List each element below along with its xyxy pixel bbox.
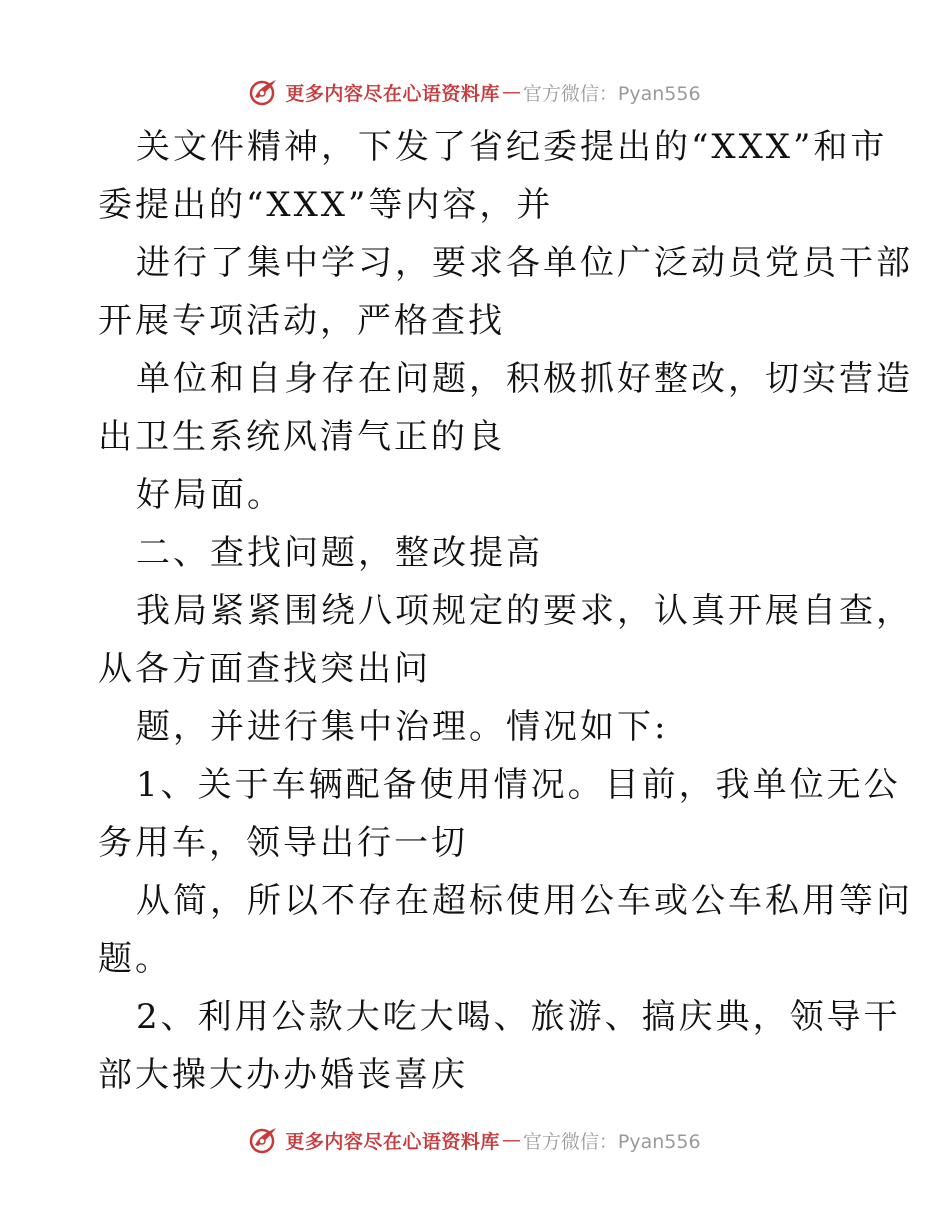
document-body bbox=[98, 118, 913, 1104]
text-line: 进行了集中学习，要求各单位广泛动员党员干部 bbox=[136, 243, 913, 283]
watermark-brand-text: 更多内容尽在心语资料库 bbox=[285, 82, 500, 105]
text-line: 部大操大办办婚丧喜庆 bbox=[98, 1055, 468, 1095]
header-watermark bbox=[0, 72, 950, 112]
watermark-wechat-text: 官方微信：Pyan556 bbox=[522, 82, 701, 105]
text-line: 二、查找问题，整改提高 bbox=[136, 533, 543, 573]
text-line: 2、利用公款大吃大喝、旅游、搞庆典，领导干 bbox=[136, 997, 901, 1037]
quill-logo-icon bbox=[249, 77, 279, 107]
text-line: 我局紧紧围绕八项规定的要求，认真开展自查， bbox=[136, 591, 913, 631]
text-line: 委提出的“XXX”等内容，并 bbox=[98, 185, 554, 225]
text-line: 单位和自身存在问题，积极抓好整改，切实营造 bbox=[136, 359, 913, 399]
text-line: 出卫生系统风清气正的良 bbox=[98, 417, 505, 457]
text-line: 题。 bbox=[98, 939, 172, 979]
text-line: 开展专项活动，严格查找 bbox=[98, 301, 505, 341]
text-line: 从各方面查找突出问 bbox=[98, 649, 431, 689]
watermark-dash: — bbox=[501, 1129, 521, 1151]
text-line: 1、关于车辆配备使用情况。目前，我单位无公 bbox=[136, 765, 901, 805]
text-line: 好局面。 bbox=[136, 475, 284, 515]
quill-logo-icon bbox=[249, 1125, 279, 1155]
footer-watermark bbox=[0, 1120, 950, 1160]
text-line: 题，并进行集中治理。情况如下: bbox=[136, 707, 669, 747]
watermark-wechat-text: 官方微信：Pyan556 bbox=[522, 1130, 701, 1153]
text-line: 关文件精神，下发了省纪委提出的“XXX”和市 bbox=[136, 127, 888, 167]
text-line: 从简，所以不存在超标使用公车或公车私用等问 bbox=[136, 881, 913, 921]
text-line: 务用车，领导出行一切 bbox=[98, 823, 468, 863]
watermark-brand-text: 更多内容尽在心语资料库 bbox=[285, 1130, 500, 1153]
watermark-dash: — bbox=[501, 81, 521, 103]
